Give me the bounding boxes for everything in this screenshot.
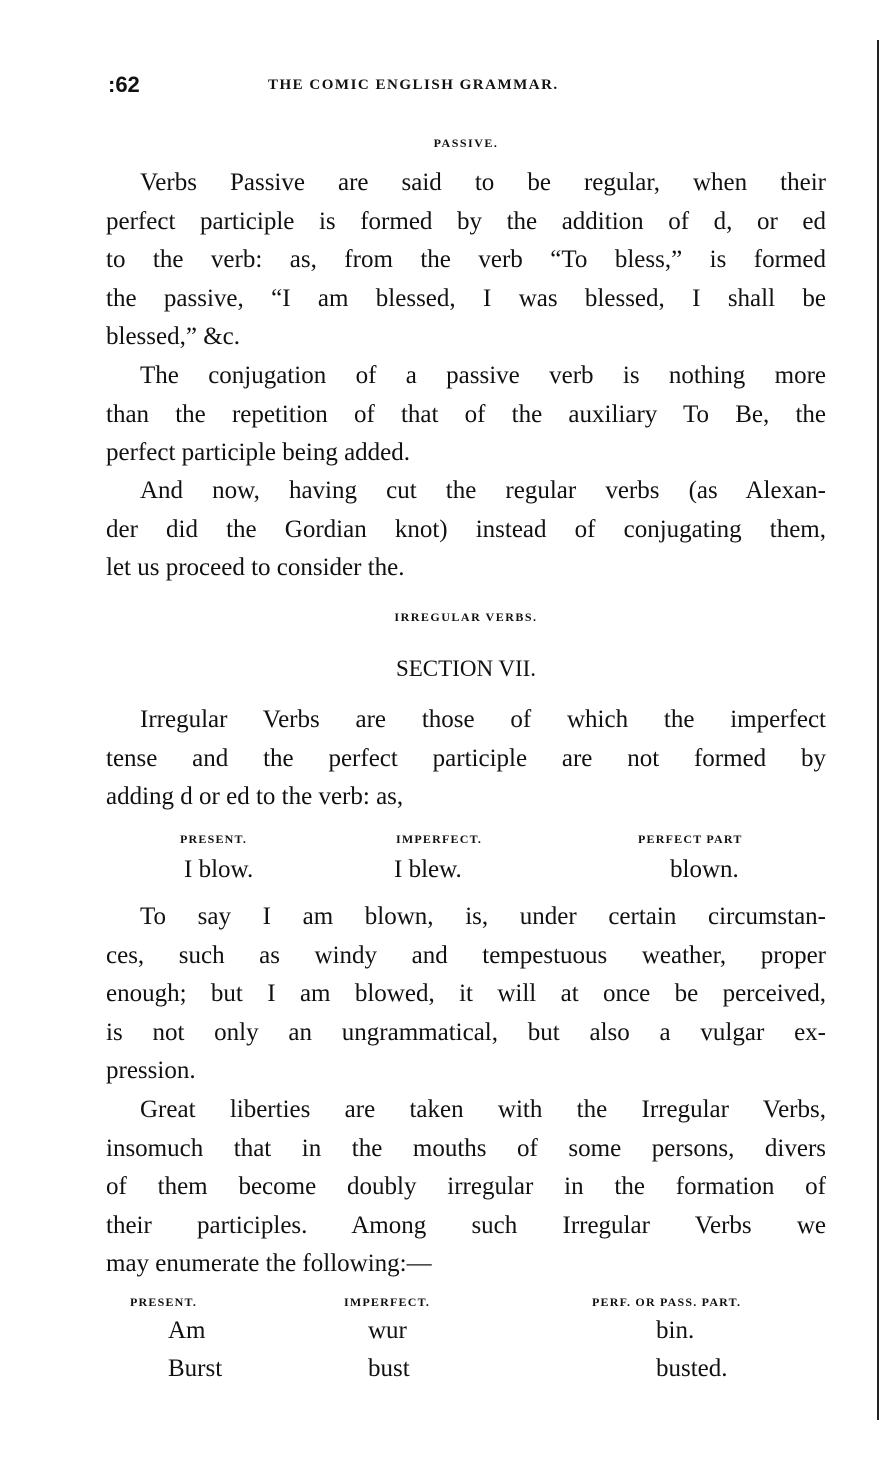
text-line: their participles. Among such Irregular Verbs we bbox=[106, 1211, 826, 1239]
page-number: :62 bbox=[108, 72, 140, 97]
text-line: Great liberties are taken with the Irregular Verbs, bbox=[140, 1096, 826, 1123]
page-edge-rule bbox=[877, 40, 879, 1420]
table-cell: bin. bbox=[656, 1317, 695, 1344]
table-cell: Am bbox=[168, 1317, 206, 1344]
table-header: PRESENT. bbox=[130, 1295, 198, 1309]
text-line: enough; but I am blowed, it will at once be perceived, bbox=[106, 980, 826, 1007]
table-header: IMPERFECT. bbox=[344, 1295, 431, 1309]
text-line: to the verb: as, from the verb “To bless,” is formed bbox=[106, 246, 826, 273]
text-line: than the repetition of that of the auxiliary To Be, the bbox=[106, 400, 826, 428]
text-line: The conjugation of a passive verb is nothing more bbox=[140, 362, 826, 389]
alexander-paragraph bbox=[106, 472, 826, 588]
irregular-paragraph bbox=[106, 701, 826, 817]
text-line: To say I am blown, is, under certain circumstan- bbox=[140, 903, 826, 930]
blown-paragraph bbox=[106, 898, 826, 1091]
table-header: PERF. OR PASS. PART. bbox=[592, 1295, 742, 1309]
text-line: Irregular Verbs are those of which the imperfect bbox=[140, 706, 826, 733]
table-cell: I blew. bbox=[394, 856, 462, 883]
text-line: pression. bbox=[106, 1057, 196, 1084]
text-line: is not only an ungrammatical, but also a vulgar ex- bbox=[106, 1018, 826, 1046]
text-line: ces, such as windy and tempestuous weather, proper bbox=[106, 941, 826, 969]
text-line: der did the Gordian knot) instead of conjugating them, bbox=[106, 515, 826, 543]
text-line: perfect participle is formed by the addition of d, or ed bbox=[106, 207, 826, 235]
table-cell: blown. bbox=[670, 856, 739, 883]
text-line: tense and the perfect participle are not formed by bbox=[106, 744, 826, 772]
passive-paragraph bbox=[106, 164, 826, 357]
text-line: may enumerate the following:— bbox=[106, 1250, 432, 1277]
running-title: THE COMIC ENGLISH GRAMMAR. bbox=[268, 77, 559, 93]
table-header: PERFECT PART bbox=[638, 832, 743, 846]
table-cell: Burst bbox=[168, 1355, 223, 1382]
passive-heading: PASSIVE. bbox=[433, 136, 499, 150]
running-head bbox=[108, 72, 828, 102]
table-cell: wur bbox=[368, 1317, 407, 1344]
conjugation-paragraph bbox=[106, 357, 826, 473]
table-header: PRESENT. bbox=[180, 832, 248, 846]
table-header: IMPERFECT. bbox=[396, 832, 483, 846]
text-line: let us proceed to consider the. bbox=[106, 554, 405, 581]
text-line: adding d or ed to the verb: as, bbox=[106, 783, 404, 810]
text-line: Verbs Passive are said to be regular, when their bbox=[140, 169, 826, 196]
text-line: perfect participle being added. bbox=[106, 439, 411, 466]
irregular-verbs-heading: IRREGULAR VERBS. bbox=[394, 610, 538, 624]
text-line: insomuch that in the mouths of some persons, divers bbox=[106, 1134, 826, 1162]
text-line: blessed,” &c. bbox=[106, 323, 240, 350]
table-cell: I blow. bbox=[184, 856, 254, 883]
table-cell: bust bbox=[368, 1355, 410, 1382]
liberties-paragraph bbox=[106, 1091, 826, 1284]
table-cell: busted. bbox=[656, 1355, 728, 1382]
text-line: And now, having cut the regular verbs (as Alexan- bbox=[140, 477, 826, 504]
text-line: of them become doubly irregular in the formation of bbox=[106, 1173, 826, 1200]
section-heading: SECTION VII. bbox=[395, 656, 537, 681]
text-line: the passive, “I am blessed, I was blessed, I shall be bbox=[106, 284, 826, 312]
